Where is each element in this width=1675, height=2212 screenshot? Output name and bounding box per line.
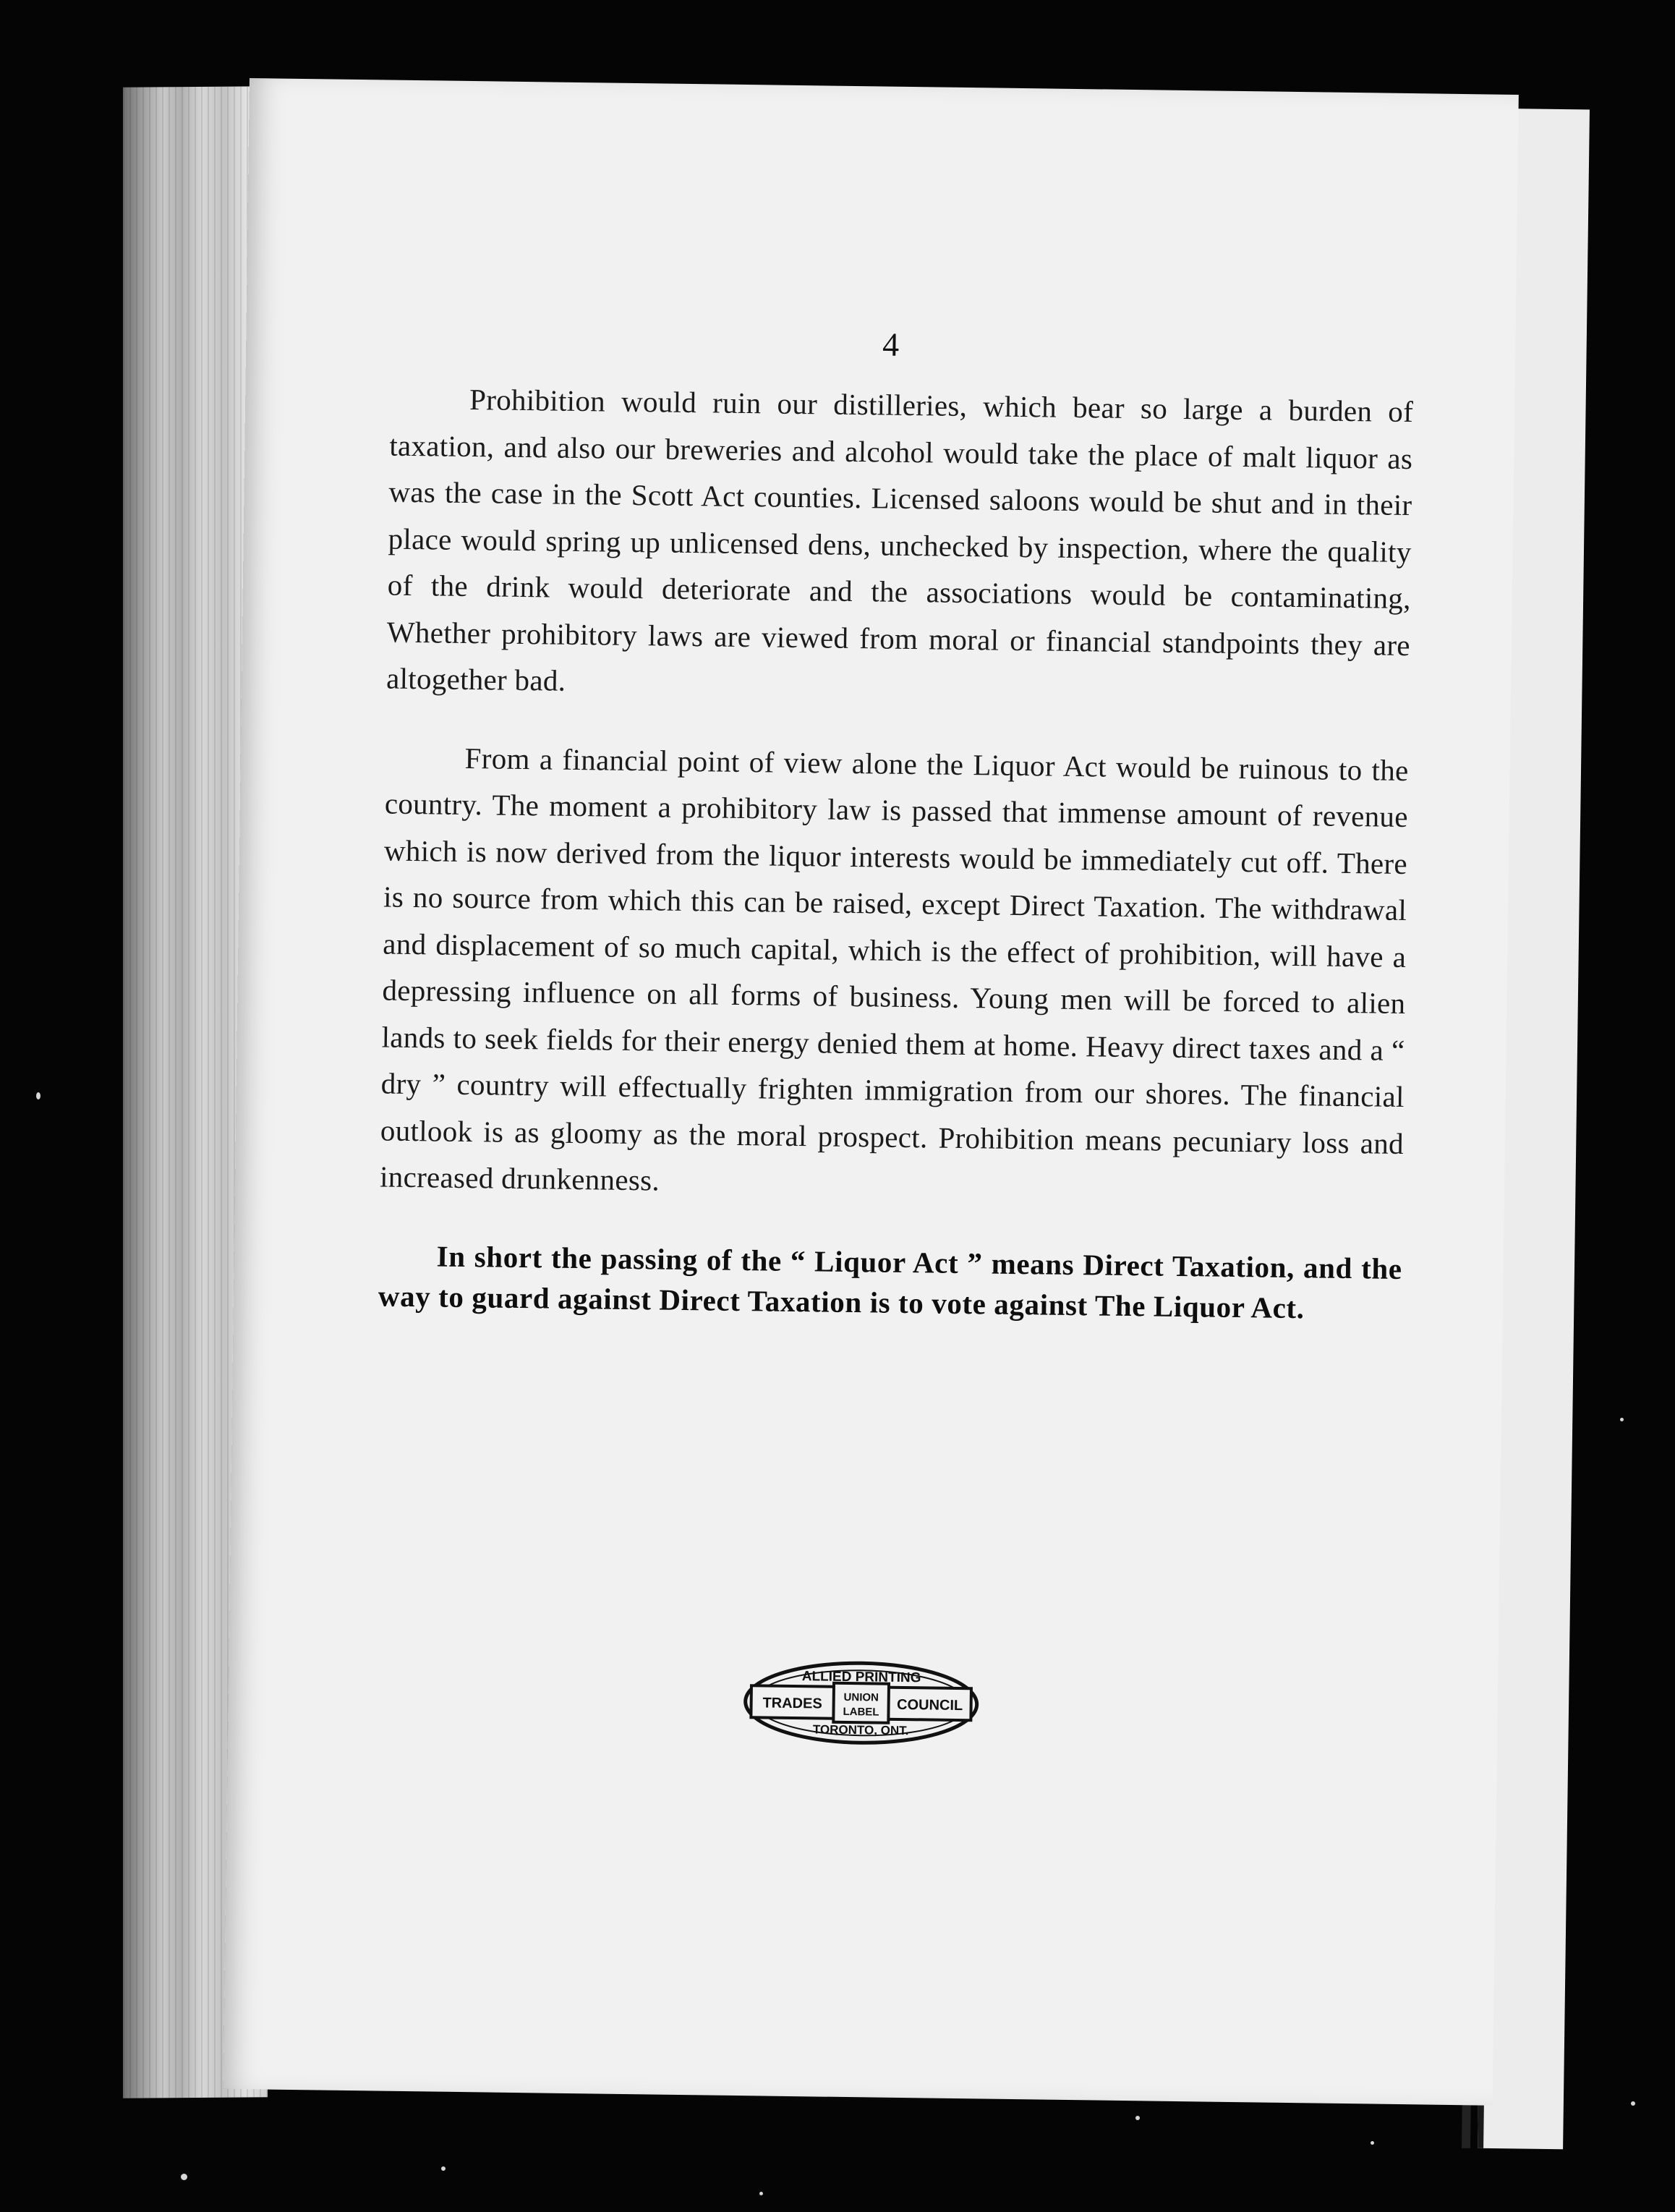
- film-speck: [759, 2192, 763, 2195]
- film-speck: [441, 2166, 446, 2171]
- film-speck: [181, 2174, 187, 2180]
- union-label-left-text: TRADES: [762, 1695, 822, 1712]
- union-label-center-text-2: LABEL: [843, 1705, 879, 1719]
- film-speck: [1620, 1418, 1624, 1421]
- union-label-center-text-1: UNION: [843, 1690, 879, 1704]
- film-speck: [36, 1092, 41, 1099]
- union-label-bottom-text: TORONTO, ONT.: [812, 1722, 909, 1738]
- page-number: 4: [882, 326, 900, 363]
- paragraph-prohibition-effects: Prohibition would ruin our distilleries, which bear so large a burden of taxation, and also our breweries and alcohol would take the place of malt liquor as was the case in the Scott Act counties. Licensed saloons would be shut and in their place would spring up unlicensed dens, unchecked by inspection, where the quality of the drink would deteriorate and the associations would be contaminating, Whether prohibitory laws are viewed from moral or financial standpoints they are altogether bad.: [385, 383, 1414, 697]
- closing-statement: In short the passing of the “ Liquor Act ” means Direct Taxation, and the way to guard against Direct Taxation is to vote against The Liquor Act.: [378, 1239, 1402, 1324]
- film-speck: [1631, 2101, 1635, 2106]
- union-label-logo: [738, 1658, 985, 1748]
- document-page: [223, 78, 1519, 2106]
- body-text: [378, 375, 1414, 1330]
- paragraph-financial-view: From a financial point of view alone the Liquor Act would be ruinous to the country. The moment a prohibitory law is passed that immense amount of revenue which is now derived from the liquor interests would be immediately cut off. There is no source from which this can be raised, except Direct Taxation. The withdrawal and displacement of so much capital, which is the effect of prohibition, will have a depressing influence on all forms of business. Young men will be forced to alien lands to seek fields for their energy denied them at home. Heavy direct taxes and a “ dry ” country will effectually frighten immigration from our shores. The financial outlook is as gloomy as the moral prospect. Prohibition means pecuniary loss and increased drunkenness.: [379, 741, 1409, 1197]
- union-label-right-text: COUNCIL: [896, 1696, 963, 1714]
- film-speck: [1135, 2116, 1140, 2120]
- union-label-top-text: ALLIED PRINTING: [801, 1669, 921, 1686]
- film-speck: [1371, 2141, 1374, 2145]
